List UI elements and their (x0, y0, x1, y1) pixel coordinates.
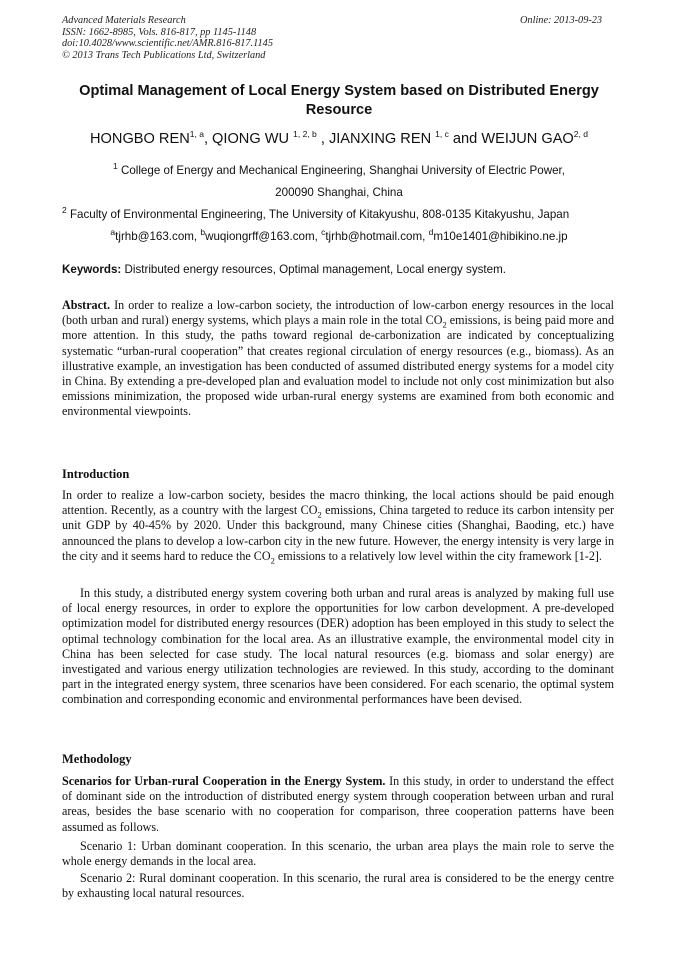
author-list (62, 130, 616, 148)
email-address: tjrhb@hotmail.com, (325, 230, 429, 243)
email-mark: c (321, 227, 326, 238)
email-mark: b (200, 227, 206, 238)
body-text: In order to realize a low-carbon society, besides the macro thinking, the local actions should be paid enough attention. Recently, as a country with the largest CO (62, 488, 614, 518)
subscript: 2 (442, 319, 447, 330)
author-name: HONGBO REN (90, 131, 190, 147)
email-mark: d (428, 227, 434, 238)
journal-copyright: © 2013 Trans Tech Publications Ltd, Switzerland (62, 49, 266, 61)
journal-issn: ISSN: 1662-8985, Vols. 816-817, pp 1145-1148 (62, 26, 257, 38)
author-name: QIONG WU (212, 131, 294, 147)
author-name: WEIJUN GAO (481, 131, 574, 147)
affiliation-1 (0, 161, 678, 178)
email-address: tjrhb@163.com, (115, 230, 201, 243)
author-separator: , (203, 131, 213, 147)
scenario-2: Scenario 2: Rural dominant cooperation. In this scenario, the rural area is considered to be the energy centre by exhausting local natural resources. (62, 871, 614, 901)
subscript: 2 (270, 555, 275, 566)
author-affiliation-mark: 1, c (435, 129, 449, 140)
journal-doi: doi:10.4028/www.scientific.net/AMR.816-817.1145 (62, 38, 273, 50)
affiliation-text: Faculty of Environmental Engineering, The University of Kitakyushu, 808-0135 Kitakyushu, Japan (66, 208, 570, 221)
section-heading-methodology: Methodology (62, 752, 132, 766)
body-text: emissions to a relatively low level within the city framework [1-2]. (274, 548, 602, 563)
affiliation-number: 2 (62, 205, 67, 216)
journal-header (62, 15, 273, 61)
author-affiliation-mark: 2, d (573, 129, 588, 140)
author-name: JIANXING REN (328, 131, 436, 147)
author-affiliation-mark: 1, a (189, 129, 204, 140)
introduction-paragraph-1 (62, 488, 614, 564)
online-date: Online: 2013-09-23 (520, 15, 603, 26)
keywords (62, 263, 506, 277)
keywords-text: Distributed energy resources, Optimal management, Local energy system. (121, 263, 506, 276)
section-heading-introduction: Introduction (62, 467, 130, 481)
paper-title: Optimal Management of Local Energy System based on Distributed Energy Resource (79, 83, 599, 118)
abstract-text: emissions, is being paid more and more attention. In this study, the paths toward regional de-carbonization are indicated by conceptualizing systematic “urban-rural cooperation” that creates regional circulation of energy resources (e.g., biomass). As an illustrative example, an investigation has been conducted of assumed distributed energy systems for a model city in China. By extending a pre-developed plan and evaluation model to include not only cost minimization but also emissions minimization, the proposed wide urban-rural energy systems are examined from both economic and environmental viewpoints. (62, 313, 614, 419)
affiliation-1-city: 200090 Shanghai, China (275, 186, 403, 199)
email-address: wuqiongrff@163.com, (205, 230, 322, 243)
methodology-paragraph-1 (62, 774, 614, 835)
introduction-paragraph-2: In this study, a distributed energy system covering both urban and rural areas is analyzed by making full use of local energy resources, in order to explore the opportunities for low carbon development. A pre-developed optimization model for distributed energy resources (DER) adoption has been employed in this study to select the optimal technology combination for the local area. As an illustrative example, the environmental model city in China has been selected for case study. The local natural resources (e.g. biomass and solar energy) are investigated and various energy utilization technologies are reviewed. In this study, according to the dominant part in the integrated energy system, three scenarios have been considered. For each scenario, the optimal system combination and corresponding economic and environmental performances have been devised. (62, 586, 614, 707)
email-mark: a (110, 227, 116, 238)
subscript: 2 (317, 509, 322, 520)
author-emails (62, 227, 616, 244)
body-text: emissions, China targeted to reduce its carbon intensity per unit GDP by 40-45% by 2020. Under this background, many Chinese cities (Shanghai, Baoding, etc.) have announced the plans to develop a low-carbon city in the new future. However, the energy intensity is very large in the city and it seems hard to reduce the CO (62, 503, 614, 563)
scenario-1: Scenario 1: Urban dominant cooperation. In this scenario, the urban area plays the main role to serve the whole energy demands in the local area. (62, 839, 614, 869)
abstract-label: Abstract. (62, 298, 111, 312)
author-separator: and (448, 131, 482, 147)
subsection-heading: Scenarios for Urban-rural Cooperation in the Energy System. (62, 774, 386, 788)
affiliation-text: College of Energy and Mechanical Engineering, Shanghai University of Electric Power, (117, 164, 565, 177)
author-separator: , (316, 131, 329, 147)
abstract (62, 298, 614, 420)
email-address: m10e1401@hibikino.ne.jp (433, 230, 568, 243)
affiliation-number: 1 (113, 161, 118, 172)
journal-name: Advanced Materials Research (62, 15, 186, 26)
affiliation-2 (62, 205, 570, 222)
body-text: In this study, in order to understand the effect of dominant side on the introduction of distributed energy system through cooperation between urban and rural areas, besides the base scenario with no cooperation for comparison, three cooperation patterns have been assumed as follows. (62, 774, 615, 834)
author-affiliation-mark: 1, 2, b (293, 129, 317, 140)
keywords-label: Keywords: (62, 263, 122, 276)
abstract-text: In order to realize a low-carbon society, the introduction of low-carbon energy resources in the local (both urban and rural) energy systems, which plays a main role in the total CO (62, 298, 614, 328)
